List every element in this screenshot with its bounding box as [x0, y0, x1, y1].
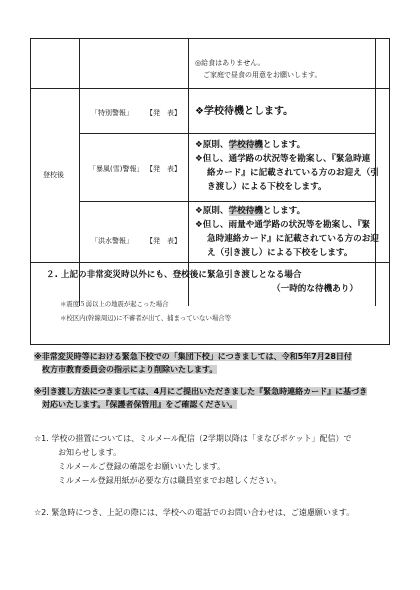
row3-line1-post: とします。 — [262, 206, 306, 216]
row2-line4: き渡し）による下校をします。 — [207, 182, 327, 192]
star2-line: ☆2. 緊急時につき、上記の際には、学校への電話でのお問い合わせは、ご遠慮願います。 — [34, 508, 355, 517]
table-row-divider-2 — [79, 201, 375, 202]
row3-line4: え（引き渡し）による下校をします。 — [207, 248, 353, 258]
row1-action: ❖学校待機とします。 — [195, 106, 294, 117]
note2-line2: 対応いたします。『保護者保管用』をご確認ください。 — [42, 400, 238, 409]
row3-line1-pre: ❖原則、 — [195, 206, 229, 216]
table-row-divider-3 — [30, 262, 390, 263]
group-label-after-arrival: 登校後 — [43, 171, 64, 179]
top-row-line2: ご家庭で昼食の用意をお願いします。 — [203, 71, 322, 79]
row2-line3: 絡カード』に記載されている方のお迎え（引 — [207, 168, 379, 178]
note-group-dismissal — [34, 350, 352, 376]
row2-action — [195, 138, 379, 194]
section2-heading: ２. 上記の非常変災時以外にも、登校後に緊急引き渡しとなる場合 — [46, 270, 302, 280]
table-col-divider-1 — [79, 38, 80, 306]
row3-action — [195, 204, 379, 260]
section2-bullet1: ＊震度５弱以上の地震が起こった場合 — [60, 300, 169, 308]
row2-line1-pre: ❖原則、 — [195, 140, 229, 150]
note1-line1: ※非常変災時等における緊急下校での「集団下校」につきましては、令和5年7月28日付 — [34, 352, 352, 361]
star1-line1: ☆1. 学校の措置については、ミルメール配信（2学期以降は「まなびポケット」配信）で — [34, 434, 352, 443]
top-row-line1: ◎給食はありません。 — [195, 59, 265, 67]
warning-special-status: 【発 表】 — [146, 109, 181, 117]
row3-line2: ❖但し、雨量や通学路の状況等を勘案し、『緊 — [195, 220, 371, 230]
star1-line4: ミルメール登録用紙が必要な方は職員室までお越しください。 — [58, 476, 282, 485]
warning-flood: 「洪水警報」 — [91, 237, 133, 245]
star1-line2: お知らせします。 — [58, 448, 122, 457]
row2-line1-post: とします。 — [262, 140, 306, 150]
row3-line3: 急時連絡カード』に記載されている方のお迎 — [207, 234, 379, 244]
warning-flood-status: 【発 表】 — [146, 237, 181, 245]
table-row-divider-0 — [30, 88, 390, 89]
note-handover-method — [34, 385, 367, 411]
section2-bullet2: ＊校区内(幹線周辺)に不審者が出て、捕まっていない場合等 — [60, 314, 232, 322]
warning-storm: 「暴風(雪)警報」 — [89, 165, 144, 173]
table-row-divider-1 — [79, 133, 375, 134]
star-note-2 — [34, 506, 354, 520]
section2-sub: （一時的な待機あり） — [272, 284, 358, 294]
row3-line1-hl: 学校待機 — [228, 206, 263, 216]
star-note-1 — [34, 432, 351, 488]
row2-line2: ❖但し、通学路の状況等を勘案し、『緊急時連 — [195, 154, 371, 164]
table-col-divider-2 — [188, 38, 189, 306]
star1-line3: ミルメールご登録の確認をお願いいたします。 — [58, 462, 225, 471]
warning-special: 「特別警報」 — [91, 109, 133, 117]
warning-storm-status: 【発 表】 — [146, 165, 181, 173]
row1-action-text: 学校待機とします。 — [203, 106, 294, 117]
note2-line1: ※引き渡し方法につきましては、4月にご提出いただきました『緊急時連絡カード』に基づき — [34, 387, 368, 396]
row2-line1-hl: 学校待機 — [228, 140, 263, 150]
note1-line2: 枚方市教育委員会の指示により削除いたします。 — [42, 365, 218, 374]
